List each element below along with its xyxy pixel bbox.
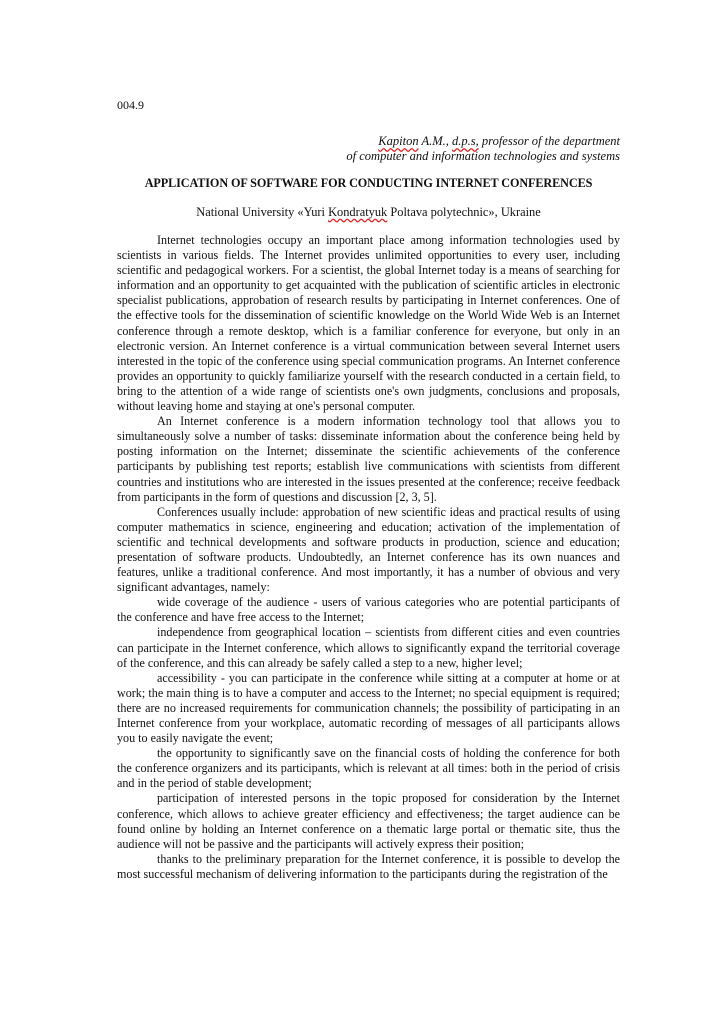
list-item-accessibility: accessibility - you can participate in the conference while sitting at a computer at home or at work; the main thing is to have a computer and access to the Internet; no special equipment is required; there are no increased requirements for communication channels; the possibility of participating in an Internet conference from your workplace, automatic recording of messages of all participants allows you to easily navigate the event; [117,670,620,746]
list-item-savings: the opportunity to significantly save on the financial costs of holding the conference for both the conference organizers and its participants, which is relevant at all times: both in the period of crisis and in the period of stable development; [117,746,620,791]
list-item-independence: independence from geographical location – scientists from different cities and even countries can participate in the Internet conference, which allows to significantly expand the territorial coverage of the conference, and this can already be safely called a step to a new, higher level; [117,625,620,670]
author-name: Kapiton [378,134,419,148]
affiliation [117,205,620,220]
paragraph-tasks: An Internet conference is a modern information technology tool that allows you to simultaneously solve a number of tasks: disseminate information about the conference being held by posting information on the Internet; disseminate the scientific achievements of the conference participants by publishing test reports; establish live communications with scientists from different countries and institutions who are interested in the issues presented at the conference; receive feedback from participants in the form of questions and discussion [2, 3, 5]. [117,414,620,504]
paper-title: APPLICATION OF SOFTWARE FOR CONDUCTING INTERNET CONFERENCES [144,176,593,190]
author-degree: d.p.s, [452,134,479,148]
author-block [346,134,620,164]
affiliation-prefix: National University «Yuri [196,205,329,219]
body-text [117,233,620,882]
affiliation-name: Kondratyuk [328,205,388,219]
author-department: of computer and information technologies and systems [346,149,620,163]
udc-code: 004.9 [117,98,144,112]
list-item-participation: participation of interested persons in the topic proposed for consideration by the Internet conference, which allows to achieve greater efficiency and effectiveness; the target audience can be found online by holding an Internet conference on a thematic large portal or thematic site, thus the audience will not be passive and the participants will actively express their position; [117,791,620,851]
affiliation-suffix: Poltava polytechnic», Ukraine [387,205,541,219]
paragraph-intro: Internet technologies occupy an important place among information technologies used by scientists in various fields. The Internet provides unlimited opportunities to every user, including scientific and pedagogical workers. For a scientist, the global Internet today is a means of searching for information and an opportunity to get acquainted with the publication of scientific articles in electronic specialist publications, approbation of research results by participating in Internet conferences. One of the effective tools for the dissemination of scientific knowledge on the World Wide Web is an Internet conference through a remote desktop, which is a familiar conference for everyone, but only in an electronic version. An Internet conference is a virtual communication between several Internet users interested in the topic of the conference using special communication programs. An Internet conference provides an opportunity to quickly familiarize yourself with the research conducted in a certain field, to bring to the attention of a wide range of scientists one's own judgments, conclusions and proposals, without leaving home and staying at one's personal computer. [117,233,620,414]
list-item-coverage: wide coverage of the audience - users of various categories who are potential participants of the conference and have free access to the Internet; [117,595,620,625]
author-position: professor of the department [481,134,620,148]
paragraph-conferences: Conferences usually include: approbation of new scientific ideas and practical results of using computer mathematics in science, engineering and education; activation of the implementation of scientific and technical developments and software products in production, science and education; presentation of software products. Undoubtedly, an Internet conference has its own nuances and features, unlike a traditional conference. And most importantly, it has a number of obvious and very significant advantages, namely: [117,504,620,595]
list-item-preparation: thanks to the preliminary preparation for the Internet conference, it is possible to develop the most successful mechanism of delivering information to the participants during the registration of the [117,851,620,881]
author-line-1 [346,134,620,149]
author-initials: A.M., [421,134,449,148]
